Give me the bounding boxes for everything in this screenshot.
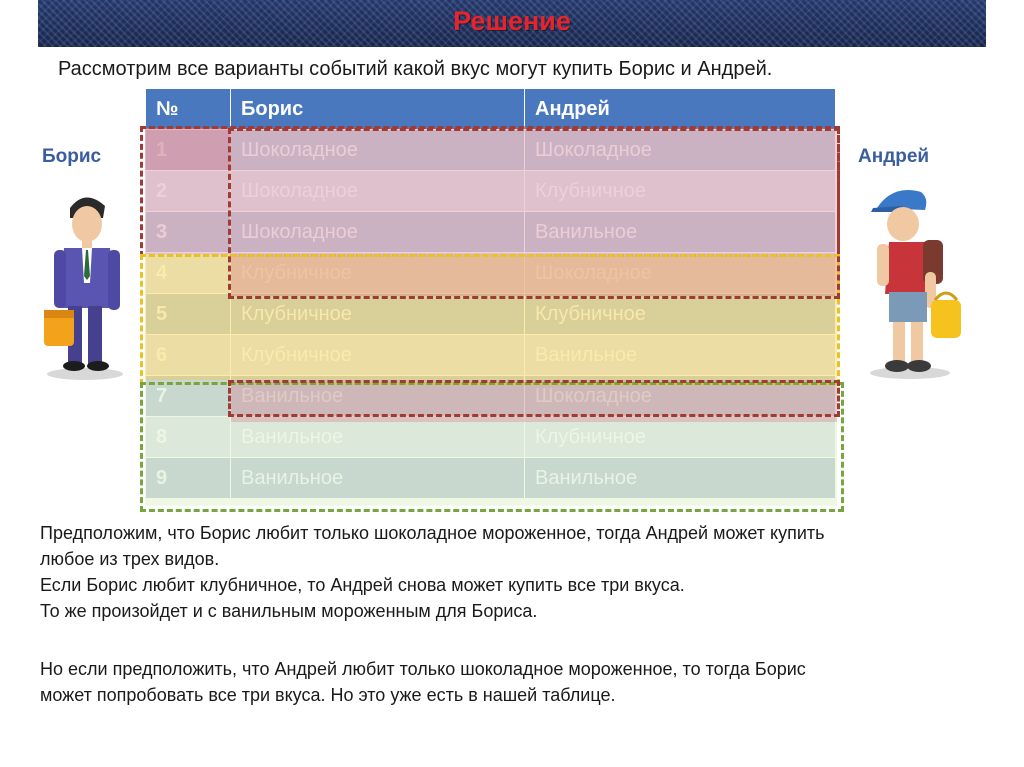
dashed-frame-red-inner — [228, 128, 840, 299]
boris-flavor: Шоколадное — [231, 171, 525, 212]
boris-flavor: Шоколадное — [231, 212, 525, 253]
dashed-frame-red-row7 — [228, 380, 840, 417]
bag-flap — [44, 310, 74, 318]
intro-text: Рассмотрим все варианты событий какой вкус могут купить Борис и Андрей. — [58, 58, 773, 80]
label-boris: Борис — [42, 146, 102, 167]
slide-title: Решение — [453, 6, 571, 36]
right-leg — [88, 306, 102, 364]
header-number: № — [146, 89, 231, 130]
table-header-row — [146, 89, 836, 130]
row-number: 6 — [146, 335, 231, 376]
row-number: 4 — [146, 253, 231, 294]
right-leg — [911, 322, 923, 362]
boris-flavor: Ванильное — [231, 417, 525, 458]
row-number: 1 — [146, 130, 231, 171]
row-number: 8 — [146, 417, 231, 458]
row-number: 5 — [146, 294, 231, 335]
right-arm — [108, 250, 120, 310]
tshirt — [885, 242, 929, 294]
label-andrey: Андрей — [858, 146, 930, 167]
andrey-flavor: Клубничное — [525, 417, 836, 458]
left-shoe — [885, 360, 909, 372]
title-bar — [38, 0, 986, 47]
paragraph-1-line-4: То же произойдет и с ванильным мороженным для Бориса. — [40, 601, 538, 621]
row-number: 9 — [146, 458, 231, 499]
andrey-illustration — [855, 182, 980, 382]
paragraph-2-line-1: Но если предположить, что Андрей любит только шоколадное мороженное, то тогда Борис — [40, 659, 806, 679]
row-number: 3 — [146, 212, 231, 253]
face — [887, 207, 919, 241]
face — [72, 206, 102, 242]
neck — [82, 240, 92, 248]
shorts — [889, 292, 927, 322]
andrey-flavor: Шоколадное — [525, 253, 836, 294]
boris-illustration — [30, 188, 140, 383]
right-shoe — [87, 361, 109, 371]
andrey-flavor: Клубничное — [525, 171, 836, 212]
andrey-flavor: Ванильное — [525, 212, 836, 253]
paragraph-1-line-1: Предположим, что Борис любит только шоколадное мороженное, тогда Андрей может купить — [40, 523, 825, 543]
boris-flavor: Ванильное — [231, 458, 525, 499]
andrey-flavor: Клубничное — [525, 294, 836, 335]
header-boris: Борис — [231, 89, 525, 130]
left-shoe — [63, 361, 85, 371]
boris-flavor: Ванильное — [231, 376, 525, 417]
bag-handle — [935, 293, 957, 300]
andrey-flavor: Ванильное — [525, 458, 836, 499]
boris-flavor: Клубничное — [231, 335, 525, 376]
andrey-flavor: Шоколадное — [525, 130, 836, 171]
boris-flavor: Клубничное — [231, 294, 525, 335]
paragraph-2-line-2: может попробовать все три вкуса. Но это уже есть в нашей таблице. — [40, 685, 616, 705]
boris-flavor: Клубничное — [231, 253, 525, 294]
left-arm — [54, 250, 66, 308]
left-arm — [877, 244, 889, 286]
shadow — [47, 368, 123, 380]
paragraph-1-line-3: Если Борис любит клубничное, то Андрей снова может купить все три вкуса. — [40, 575, 685, 595]
bag — [931, 300, 961, 338]
row-number: 2 — [146, 171, 231, 212]
andrey-flavor: Ванильное — [525, 335, 836, 376]
right-shoe — [907, 360, 931, 372]
header-andrey: Андрей — [525, 89, 836, 130]
andrey-flavor: Шоколадное — [525, 376, 836, 417]
row-number: 7 — [146, 376, 231, 417]
paragraph-1-line-2: любое из трех видов. — [40, 549, 220, 569]
left-leg — [893, 322, 905, 362]
boris-flavor: Шоколадное — [231, 130, 525, 171]
